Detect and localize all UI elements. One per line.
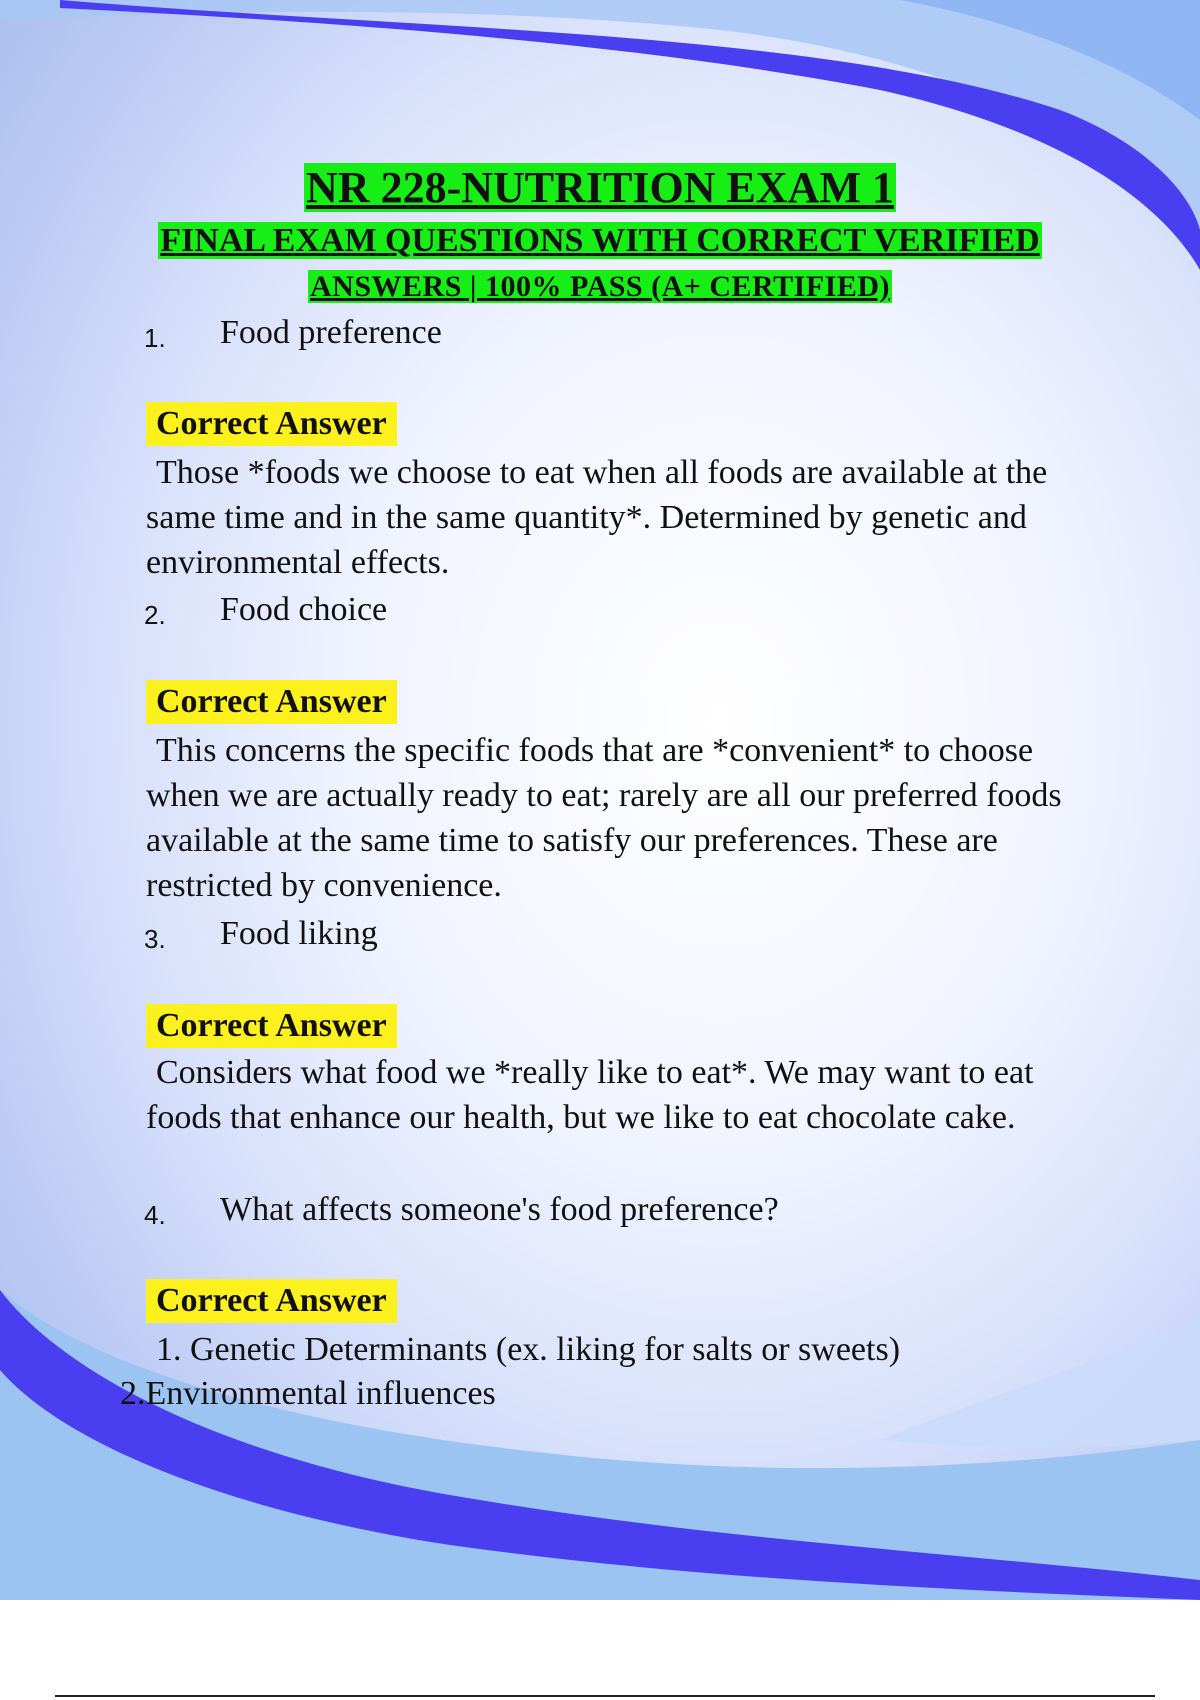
question-number: 1. xyxy=(144,323,166,353)
question-text: What affects someone's food preference? xyxy=(220,1191,779,1228)
answer-text: This concerns the specific foods that are *convenient* to choose when we are actually ready to eat; rarely are all our preferred foods available at the same time to satisfy our preferences. These are restricted by convenience. xyxy=(146,732,1062,904)
answer-text-line1: 1. Genetic Determinants (ex. liking for salts or sweets) xyxy=(156,1331,901,1368)
footer-divider xyxy=(55,1695,1155,1697)
question-text: Food choice xyxy=(220,591,388,628)
document-title: NR 228-NUTRITION EXAM 1 xyxy=(306,163,894,212)
question-text: Food preference xyxy=(220,314,442,351)
correct-answer-badge: Correct Answer xyxy=(146,1004,397,1048)
correct-answer-badge: Correct Answer xyxy=(146,680,397,724)
document-subtitle-line1: FINAL EXAM QUESTIONS WITH CORRECT VERIFIED xyxy=(160,222,1040,259)
question-text: Food liking xyxy=(220,915,378,952)
question-number: 4. xyxy=(144,1200,166,1230)
correct-answer-badge: Correct Answer xyxy=(146,1279,397,1323)
answer-text: Those *foods we choose to eat when all foods are available at the same time and in the same quantity*. Determined by genetic and environmental effects. xyxy=(146,454,1048,581)
document-subtitle-line2: ANSWERS | 100% PASS (A+ CERTIFIED) xyxy=(310,270,890,303)
question-number: 3. xyxy=(144,924,166,954)
answer-text: Considers what food we *really like to eat*. We may want to eat foods that enhance our health, but we like to eat chocolate cake. xyxy=(146,1054,1034,1136)
question-number: 2. xyxy=(144,600,166,630)
correct-answer-badge: Correct Answer xyxy=(146,402,397,446)
answer-text-line2: 2.Environmental influences xyxy=(120,1375,496,1412)
